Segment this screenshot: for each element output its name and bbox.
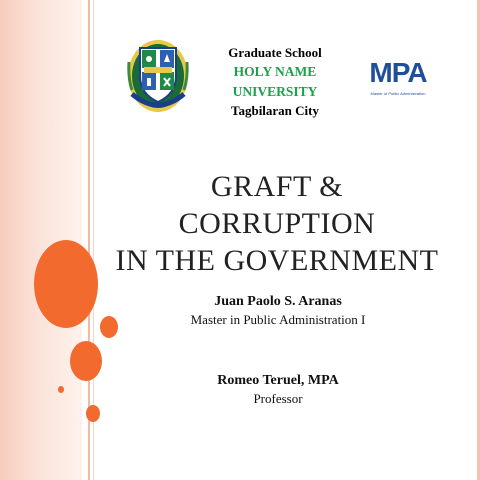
professor-role: Professor	[253, 391, 303, 406]
city-label: Tagbilaran City	[230, 103, 319, 118]
decor-circle-small	[100, 316, 118, 338]
decor-circle-small	[86, 405, 100, 422]
decor-circle-medium	[70, 341, 102, 381]
title-line-1: GRAFT & CORRUPTION	[178, 170, 376, 240]
professor-name: Romeo Teruel, MPA	[217, 373, 339, 388]
university-seal-logo	[126, 38, 190, 114]
mpa-logo-text: MPA	[369, 57, 427, 88]
university-name: HOLY NAME UNIVERSITY	[232, 64, 318, 99]
title-line-2: IN THE GOVERNMENT	[115, 244, 439, 277]
professor-block	[150, 371, 406, 408]
presenter-name: Juan Paolo S. Aranas	[214, 294, 342, 309]
presentation-title	[112, 168, 442, 279]
decor-circle-large	[34, 240, 98, 328]
mpa-logo-subtext: Master of Public Administration	[370, 91, 426, 96]
presenter-role: Master in Public Administration I	[190, 312, 366, 327]
school-heading	[196, 44, 354, 120]
decor-circle-tiny	[58, 386, 64, 393]
graduate-school-label: Graduate School	[228, 45, 322, 60]
presenter-block	[150, 292, 406, 329]
